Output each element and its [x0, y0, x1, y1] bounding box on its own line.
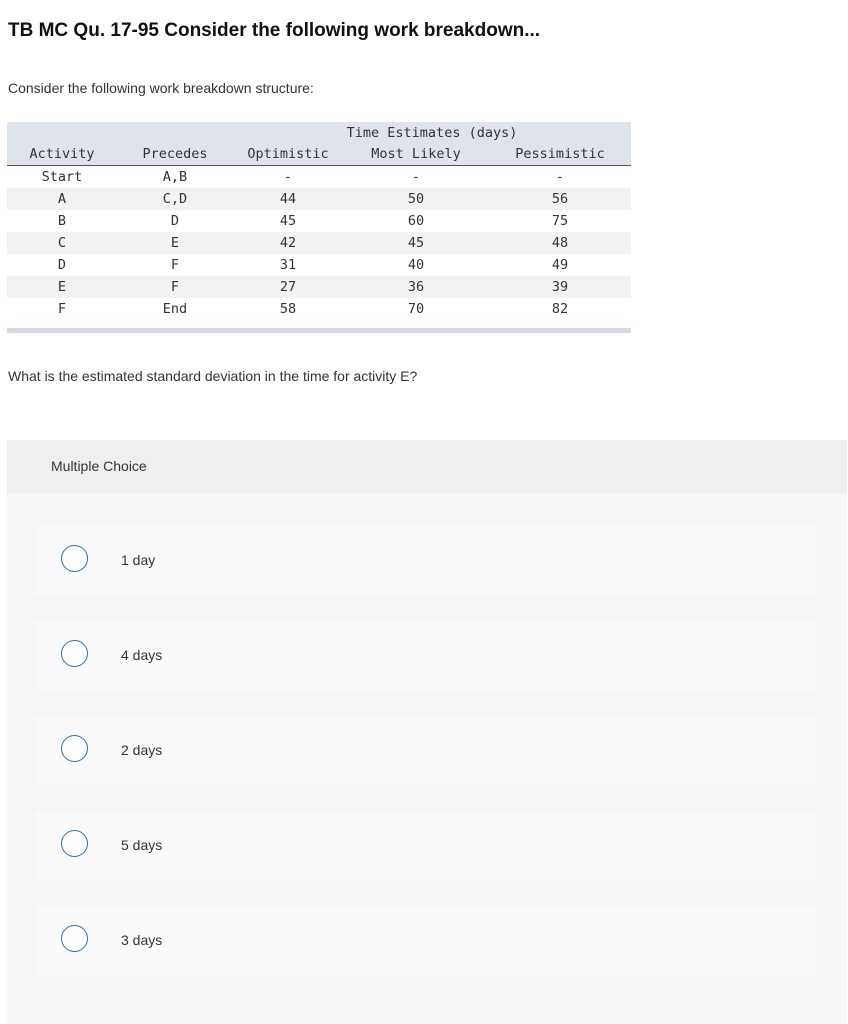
answer-option-label: 4 days: [121, 647, 163, 663]
table-column-header-row: [7, 143, 631, 166]
cell-most-likely: 45: [343, 232, 489, 254]
table-bottom-bar: [7, 328, 631, 333]
col-header-precedes: Precedes: [117, 143, 233, 166]
cell-activity: D: [57, 257, 67, 273]
answer-option-5[interactable]: [35, 906, 817, 975]
cell-optimistic: 58: [279, 301, 297, 317]
cell-most-likely: -: [411, 169, 421, 185]
radio-button-icon[interactable]: [61, 925, 88, 952]
answer-option-4[interactable]: [35, 811, 817, 880]
cell-most-likely: 60: [407, 213, 425, 229]
col-header-pessimistic: Pessimistic: [489, 143, 631, 166]
cell-most-likely: 36: [343, 276, 489, 298]
col-header-activity: Activity: [7, 143, 117, 166]
table-row: [7, 166, 631, 189]
answer-option-label: 3 days: [121, 932, 163, 948]
cell-pessimistic: 48: [489, 232, 631, 254]
answer-option-3[interactable]: [35, 716, 817, 785]
multiple-choice-panel: [7, 440, 847, 1024]
cell-pessimistic: 49: [551, 257, 569, 273]
cell-most-likely: 40: [407, 257, 425, 273]
cell-optimistic: 31: [279, 257, 297, 273]
table-row: [7, 276, 631, 298]
cell-precedes: F: [170, 257, 180, 273]
col-header-optimistic: Optimistic: [233, 143, 343, 166]
cell-precedes: F: [117, 276, 233, 298]
answer-option-label: 2 days: [121, 742, 163, 758]
answer-option-label: 5 days: [121, 837, 163, 853]
cell-optimistic: 27: [233, 276, 343, 298]
cell-activity: Start: [41, 169, 83, 185]
cell-precedes: E: [117, 232, 233, 254]
cell-optimistic: 45: [279, 213, 297, 229]
radio-button-icon[interactable]: [61, 640, 88, 667]
cell-activity: C: [7, 232, 117, 254]
cell-pessimistic: 75: [551, 213, 569, 229]
cell-precedes: End: [162, 301, 188, 317]
cell-pessimistic: 56: [489, 188, 631, 210]
radio-button-icon[interactable]: [61, 545, 88, 572]
table-row: [7, 210, 631, 232]
radio-button-icon[interactable]: [61, 830, 88, 857]
table-group-header-row: [7, 122, 631, 143]
cell-activity: F: [57, 301, 67, 317]
cell-most-likely: 70: [407, 301, 425, 317]
multiple-choice-header: Multiple Choice: [7, 440, 847, 493]
intro-text: Consider the following work breakdown structure:: [8, 80, 314, 96]
cell-optimistic: -: [283, 169, 293, 185]
cell-pessimistic: 39: [489, 276, 631, 298]
cell-precedes: A,B: [162, 169, 188, 185]
cell-pessimistic: 82: [551, 301, 569, 317]
question-text: What is the estimated standard deviation in the time for activity E?: [8, 368, 418, 384]
answer-option-label: 1 day: [121, 552, 156, 568]
table-row: [7, 254, 631, 276]
cell-pessimistic: -: [555, 169, 565, 185]
table-row: [7, 232, 631, 254]
answer-option-2[interactable]: [35, 621, 817, 690]
radio-button-icon[interactable]: [61, 735, 88, 762]
col-header-most-likely: Most Likely: [343, 143, 489, 166]
time-estimates-header: Time Estimates (days): [233, 122, 631, 143]
cell-activity: A: [7, 188, 117, 210]
cell-activity: B: [57, 213, 67, 229]
wbs-table: [7, 122, 631, 320]
cell-precedes: D: [170, 213, 180, 229]
cell-precedes: C,D: [117, 188, 233, 210]
cell-most-likely: 50: [343, 188, 489, 210]
answer-option-1[interactable]: [35, 526, 817, 595]
cell-activity: E: [7, 276, 117, 298]
table-row: [7, 298, 631, 320]
wbs-table-container: [7, 122, 631, 333]
cell-optimistic: 42: [233, 232, 343, 254]
question-title: TB MC Qu. 17-95 Consider the following work breakdown...: [8, 20, 541, 41]
cell-optimistic: 44: [233, 188, 343, 210]
table-row: [7, 188, 631, 210]
